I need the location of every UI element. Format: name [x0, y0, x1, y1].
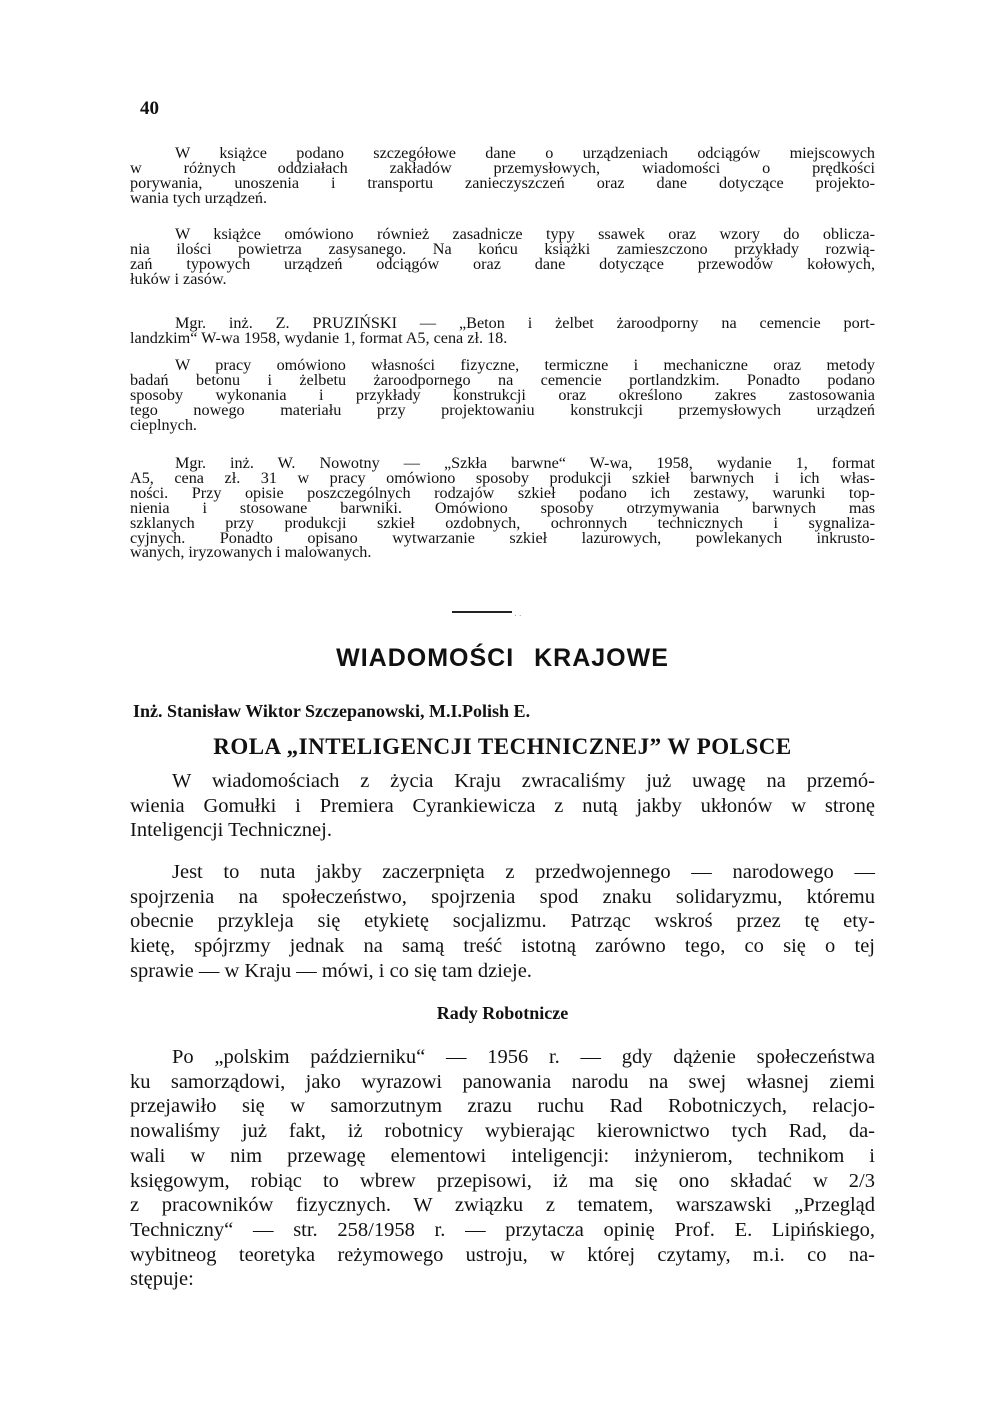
- text-line: Jest to nuta jakby zaczerpnięta z przedwojennego — narodowego —: [172, 861, 875, 883]
- review-paragraph-pruzinski: [130, 358, 875, 433]
- text-line: przejawiło się w samorzutnym zrazu ruchu Rad Robotniczych, relacjo-: [130, 1095, 875, 1118]
- text-line: sposoby wykonania i przykłady konstrukcji oraz określono zakres zastosowania: [130, 385, 875, 404]
- text-line: z pracowników fizycznych. W związku z tematem, warszawski „Przegląd: [130, 1194, 875, 1217]
- text-line: zań typowych urządzeń odciągów oraz dane dotyczące przewodów kołowych,: [130, 254, 875, 273]
- review-paragraph-2: [130, 227, 875, 287]
- text-line: Inteligencji Technicznej.: [130, 819, 332, 842]
- text-line: spojrzenia na społeczeństwo, spojrzenia spod znaku solidaryzmu, któremu: [130, 885, 875, 908]
- text-line: w różnych oddziałach zakładów przemysłowych, wiadomości o prędkości: [130, 158, 875, 177]
- text-line: szklanych przy produkcji szkieł ozdobnych, ochronnych technicznych i sygnaliza-: [130, 513, 875, 532]
- text-line: A5, cena zł. 31 w pracy omówiono sposoby produkcji szkieł barwnych i ich włas-: [130, 468, 875, 487]
- text-line: nia ilości powietrza zasysanego. Na końcu książki zamieszczono przykłady rozwią-: [130, 239, 875, 258]
- text-line: landzkim“ W-wa 1958, wydanie 1, format A5, cena zł. 18.: [130, 328, 508, 347]
- text-line: W książce podano szczegółowe dane o urządzeniach odciągów miejscowych: [175, 144, 875, 162]
- text-line: Po „polskim październiku“ — 1956 r. — gdy dążenie społeczeństwa: [172, 1046, 875, 1068]
- text-line: łuków i zasów.: [130, 269, 227, 288]
- article-byline: Inż. Stanisław Wiktor Szczepanowski, M.I.Polish E.: [133, 701, 531, 721]
- text-line: sprawie — w Kraju — mówi, i co się tam dzieje.: [130, 959, 532, 982]
- article-paragraph-2: [130, 860, 875, 984]
- article-subheading: Rady Robotnicze: [436, 1003, 569, 1023]
- text-line: cieplnych.: [130, 415, 197, 434]
- section-divider-dots: · ·: [514, 611, 522, 620]
- text-line: cyjnych. Ponadto opisano wytwarzanie szkieł lazurowych, powlekanych inkrusto-: [130, 528, 875, 547]
- text-line: Mgr. inż. W. Nowotny — „Szkła barwne“ W-wa, 1958, wydanie 1, format: [175, 454, 875, 472]
- text-line: stępuje:: [130, 1268, 194, 1291]
- review-paragraph-nowotny: [130, 456, 875, 560]
- article-paragraph-1: [130, 769, 875, 843]
- text-line: porywania, unoszenia i transportu zanieczyszczeń oraz dane dotyczące projekto-: [130, 173, 875, 192]
- text-line: W książce omówiono również zasadnicze typy ssawek oraz wzory do oblicza-: [175, 225, 875, 243]
- text-line: Techniczny“ — str. 258/1958 r. — przytacza opinię Prof. E. Lipińskiego,: [130, 1218, 875, 1241]
- text-line: tego nowego materiału przy projektowaniu konstrukcji przemysłowych urządzeń: [130, 400, 875, 419]
- text-line: nowaliśmy już fakt, iż robotnicy wybierając kierownictwo tych Rad, da-: [130, 1120, 875, 1143]
- text-line: wienia Gomułki i Premiera Cyrankiewicza z nutą jakby ukłonów w stronę: [130, 794, 875, 817]
- review-citation-pruzinski: [130, 316, 875, 346]
- article-paragraph-3: [130, 1045, 875, 1292]
- review-paragraph-1: [130, 146, 875, 206]
- section-divider: [452, 611, 512, 613]
- text-line: obecnie przykleja się etykietę socjalizmu. Patrząc wskroś przez tę ety-: [130, 910, 875, 933]
- text-line: wali w nim przewagę elementowi inteligencji: inżynierom, technikom i: [130, 1144, 875, 1167]
- text-line: badań betonu i żelbetu żaroodpornego na cemencie portlandzkim. Ponadto podano: [130, 370, 875, 389]
- text-line: Mgr. inż. Z. PRUZIŃSKI — „Beton i żelbet żaroodporny na cemencie port-: [175, 314, 875, 332]
- page-number: 40: [140, 98, 159, 119]
- text-line: W wiadomościach z życia Kraju zwracaliśmy już uwagę na przemó-: [172, 770, 875, 792]
- section-title: WIADOMOŚCI KRAJOWE: [336, 644, 669, 672]
- text-line: księgowym, robiąc to wbrew przepisowi, iż ma się ono składać w 2/3: [130, 1169, 875, 1192]
- text-line: ku samorządowi, jako wyrazowi panowania narodu na swej własnej ziemi: [130, 1070, 875, 1093]
- text-line: wybitneog teoretyka reżymowego ustroju, w której czytamy, m.i. co na-: [130, 1243, 875, 1266]
- text-line: wania tych urządzeń.: [130, 188, 268, 207]
- text-line: nienia i stosowane barwniki. Omówiono sposoby otrzymywania barwnych mas: [130, 498, 875, 517]
- text-line: ności. Przy opisie poszczególnych rodzajów szkieł podano ich zestawy, warunki top-: [130, 483, 875, 502]
- text-line: W pracy omówiono własności fizyczne, termiczne i mechaniczne oraz metody: [175, 356, 875, 374]
- text-line: wanych, iryzowanych i malowanych.: [130, 543, 372, 562]
- article-title: ROLA „INTELIGENCJI TECHNICZNEJ” W POLSCE: [213, 734, 792, 759]
- text-line: kietę, spójrzmy jednak na samą treść istotną zarówno tego, co się o tej: [130, 935, 875, 958]
